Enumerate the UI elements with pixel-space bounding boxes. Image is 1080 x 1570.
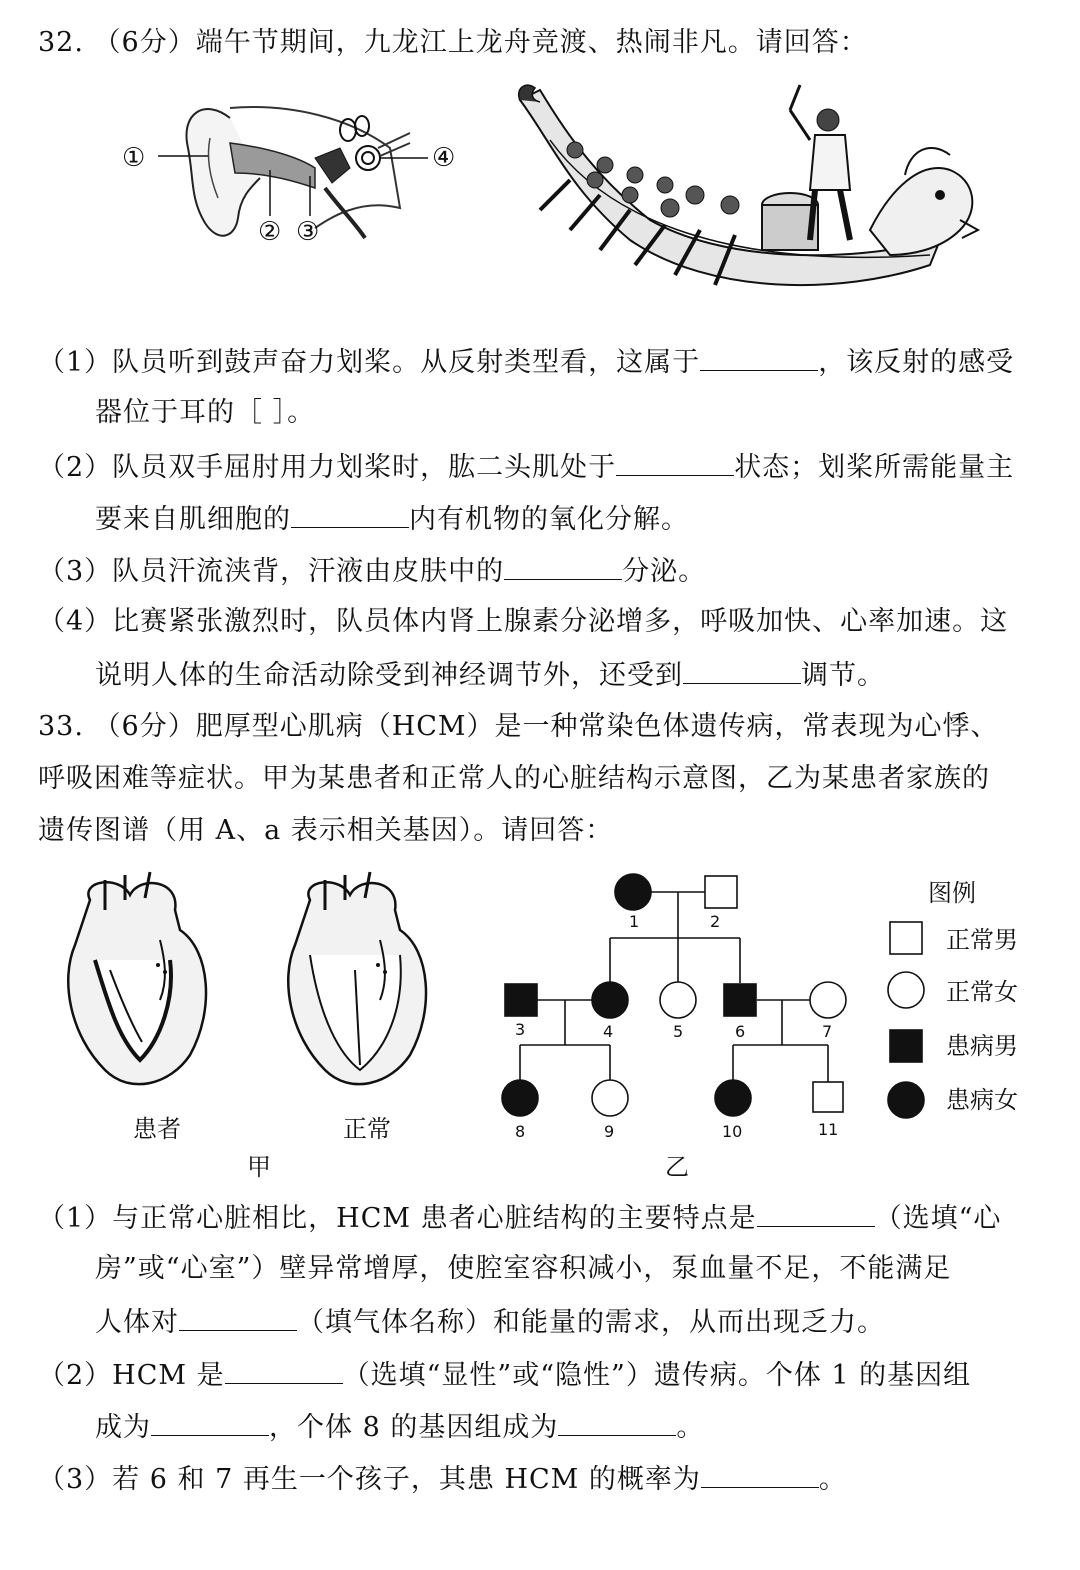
q32-p1-blank-reflex[interactable] [700,344,818,371]
q32-stem: 32. （6分）端午节期间，九龙江上龙舟竞渡、热闹非凡。请回答： [38,27,868,58]
q33-p1-line3: 人体对 （填气体名称）和能量的需求，从而出现乏力。 [95,1304,885,1340]
pedigree-number-11: 11 [818,1120,839,1139]
q33-p2-blank-genotype-8[interactable] [558,1409,676,1436]
legend-affected-female: 患病女 [946,1086,1018,1114]
pedigree-chart [490,860,870,1120]
figure-jia-label: 甲 [247,1153,271,1181]
q32-p3-line: （3）队员汗流浃背，汗液由皮肤中的 分泌。 [38,553,706,589]
ear-label-3: ③ [296,217,320,247]
q32-p1-line1: （1）队员听到鼓声奋力划桨。从反射类型看，这属于 ，该反射的感受 [38,344,1014,380]
q33-p2-line1: （2）HCM 是 （选填“显性”或“隐性”）遗传病。个体 1 的基因组 [38,1357,971,1393]
q33-p2-blank-genotype-1[interactable] [151,1409,269,1436]
ear-label-4: ④ [432,143,456,173]
legend-title: 图例 [928,879,976,907]
q33-stem-line2: 呼吸困难等症状。甲为某患者和正常人的心脏结构示意图，乙为某患者家族的 [38,763,990,794]
q32-p2-blank-organelle[interactable] [291,501,409,528]
legend-normal-male-symbol [890,922,922,954]
legend-normal-female-symbol [888,972,924,1008]
q32-p1-line2: 器位于耳的［ ］。 [95,397,316,428]
heart-patient-caption: 患者 [133,1115,181,1143]
ear-label-2: ② [258,217,282,247]
q32-p4-blank-regulation[interactable] [683,657,801,684]
q32-p2-line2: 要来自肌细胞的 内有机物的氧化分解。 [95,501,689,537]
q32-p3-blank-gland[interactable] [504,553,622,580]
dragon-boat-illustration [510,80,980,300]
q32-p4-line2: 说明人体的生命活动除受到神经调节外，还受到 调节。 [95,657,885,693]
pedigree-number-3: 3 [515,1020,526,1039]
heart-patient-diagram [50,870,220,1100]
legend-affected-female-symbol [888,1082,924,1118]
pedigree-individual-10 [715,1080,751,1116]
pedigree-number-5: 5 [673,1022,684,1041]
q33-stem-line3: 遗传图谱（用 A、a 表示相关基因）。请回答： [38,815,614,846]
q33-p1-line2: 房”或“心室”）壁异常增厚，使腔室容积减小，泵血量不足，不能满足 [95,1253,952,1284]
q33-p1-blank-chamber[interactable] [757,1200,875,1227]
pedigree-number-7: 7 [822,1022,833,1041]
pedigree-number-8: 8 [515,1122,526,1141]
ear-label-1: ① [122,143,146,173]
pedigree-individual-5 [660,982,696,1018]
ear-diagram [110,88,480,258]
q33-p3-blank-probability[interactable] [701,1461,819,1488]
heart-normal-caption: 正常 [343,1115,391,1143]
figure-yi-label: 乙 [665,1153,689,1181]
pedigree-individual-11 [813,1082,843,1112]
legend-normal-male: 正常男 [946,926,1018,954]
legend-affected-male: 患病男 [946,1032,1018,1060]
pedigree-individual-2 [705,876,737,908]
pedigree-individual-3 [505,984,537,1016]
q33-p2-blank-dominance[interactable] [225,1357,343,1384]
legend-affected-male-symbol [890,1030,922,1062]
legend-symbols [885,918,935,1128]
q33-p2-line2: 成为 ，个体 8 的基因组成为 。 [95,1409,704,1445]
q33-p3-line: （3）若 6 和 7 再生一个孩子，其患 HCM 的概率为 。 [38,1461,847,1497]
pedigree-number-6: 6 [735,1022,746,1041]
pedigree-individual-6 [724,984,756,1016]
q33-p1-line1: （1）与正常心脏相比，HCM 患者心脏结构的主要特点是 （选填“心 [38,1200,1001,1236]
pedigree-number-2: 2 [710,912,721,931]
pedigree-individual-8 [502,1080,538,1116]
pedigree-individual-1 [615,874,651,910]
pedigree-individual-9 [592,1080,628,1116]
pedigree-number-10: 10 [722,1122,743,1141]
q33-p1-blank-gas[interactable] [179,1304,297,1331]
heart-normal-diagram [270,870,440,1100]
legend-normal-female: 正常女 [946,978,1018,1006]
pedigree-number-1: 1 [629,912,640,931]
q32-p2-blank-muscle-state[interactable] [616,449,734,476]
q33-stem-line1: 33. （6分）肥厚型心肌病（HCM）是一种常染色体遗传病，常表现为心悸、 [38,711,999,742]
pedigree-individual-4 [592,982,628,1018]
q32-p4-line1: （4）比赛紧张激烈时，队员体内肾上腺素分泌增多，呼吸加快、心率加速。这 [38,606,1009,637]
pedigree-number-9: 9 [604,1122,615,1141]
pedigree-individual-7 [810,982,846,1018]
q32-p2-line1: （2）队员双手屈肘用力划桨时，肱二头肌处于 状态；划桨所需能量主 [38,449,1014,485]
pedigree-number-4: 4 [603,1022,614,1041]
